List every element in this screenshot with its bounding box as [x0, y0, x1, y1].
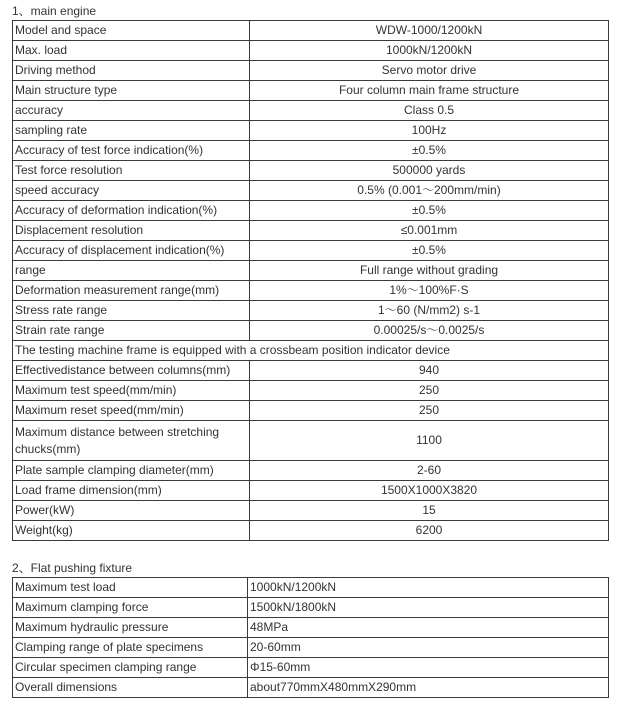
spec-value: ≤0.001mm: [250, 221, 609, 241]
spec-label: Max. load: [13, 41, 250, 61]
spec-value: 1000kN/1200kN: [250, 41, 609, 61]
spec-label: Plate sample clamping diameter(mm): [13, 461, 250, 481]
spec-label: Main structure type: [13, 81, 250, 101]
table-row: [13, 598, 609, 618]
spec-value: 250: [250, 381, 609, 401]
table-row: [13, 638, 609, 658]
table-row: [13, 421, 609, 461]
spec-value: 20-60mm: [248, 638, 609, 658]
table-row: [13, 181, 609, 201]
spec-value: ±0.5%: [250, 201, 609, 221]
spec-value: 1～60 (N/mm2) s-1: [250, 301, 609, 321]
table-row: [13, 281, 609, 301]
spec-value: 940: [250, 361, 609, 381]
spec-label: Clamping range of plate specimens: [13, 638, 248, 658]
spec-value: Class 0.5: [250, 101, 609, 121]
section-2-title: 2、Flat pushing fixture: [12, 561, 133, 575]
spec-value: 6200: [250, 521, 609, 541]
table-row: [13, 261, 609, 281]
table-row: [13, 221, 609, 241]
table-row: [13, 301, 609, 321]
spec-label: Accuracy of test force indication(%): [13, 141, 250, 161]
table-row: [13, 578, 609, 598]
spec-label: accuracy: [13, 101, 250, 121]
spec-value: Full range without grading: [250, 261, 609, 281]
spec-label: Maximum distance between stretching chucks(mm): [13, 421, 250, 461]
spec-label: Maximum hydraulic pressure: [13, 618, 248, 638]
table-row: [13, 401, 609, 421]
spec-label: sampling rate: [13, 121, 250, 141]
spec-value: 48MPa: [248, 618, 609, 638]
flat-pushing-fixture-table: [12, 577, 609, 698]
section-1-title: 1、main engine: [12, 4, 97, 18]
spec-label: Overall dimensions: [13, 678, 248, 698]
spec-label: Test force resolution: [13, 161, 250, 181]
table-row: [13, 481, 609, 501]
spec-value: about770mmX480mmX290mm: [248, 678, 609, 698]
table-row: [13, 678, 609, 698]
table-row-merged: [13, 341, 609, 361]
table-row: [13, 658, 609, 678]
spec-label: Load frame dimension(mm): [13, 481, 250, 501]
spec-value: 0.00025/s～0.0025/s: [250, 321, 609, 341]
table-row: [13, 41, 609, 61]
table-row: [13, 361, 609, 381]
table-row: [13, 61, 609, 81]
table-row: [13, 241, 609, 261]
spec-value: 1000kN/1200kN: [248, 578, 609, 598]
spec-value: 500000 yards: [250, 161, 609, 181]
table-row: [13, 141, 609, 161]
spec-value: 0.5% (0.001～200mm/min): [250, 181, 609, 201]
spec-label: Maximum reset speed(mm/min): [13, 401, 250, 421]
spec-label: Maximum test speed(mm/min): [13, 381, 250, 401]
spec-value: ±0.5%: [250, 241, 609, 261]
table-row: [13, 521, 609, 541]
spec-label: Accuracy of deformation indication(%): [13, 201, 250, 221]
spec-value: Servo motor drive: [250, 61, 609, 81]
spec-value: 1100: [250, 421, 609, 461]
table-row: [13, 201, 609, 221]
spec-label: Maximum clamping force: [13, 598, 248, 618]
spec-value: Four column main frame structure: [250, 81, 609, 101]
spec-value: Φ15-60mm: [248, 658, 609, 678]
table-row: [13, 21, 609, 41]
spec-label: speed accuracy: [13, 181, 250, 201]
spec-value: 100Hz: [250, 121, 609, 141]
table-row: [13, 161, 609, 181]
table-row: [13, 321, 609, 341]
spec-label: Stress rate range: [13, 301, 250, 321]
spec-label: Power(kW): [13, 501, 250, 521]
spec-label: Weight(kg): [13, 521, 250, 541]
spec-value: ±0.5%: [250, 141, 609, 161]
main-engine-spec-table: [12, 20, 609, 541]
spec-label: range: [13, 261, 250, 281]
spec-label: Displacement resolution: [13, 221, 250, 241]
spec-value: WDW-1000/1200kN: [250, 21, 609, 41]
table-row: [13, 618, 609, 638]
spec-value: 1500X1000X3820: [250, 481, 609, 501]
spec-label: Deformation measurement range(mm): [13, 281, 250, 301]
table-row: [13, 501, 609, 521]
table-row: [13, 101, 609, 121]
spec-value: 1500kN/1800kN: [248, 598, 609, 618]
table-row: [13, 121, 609, 141]
spec-label: Driving method: [13, 61, 250, 81]
spec-label: Accuracy of displacement indication(%): [13, 241, 250, 261]
spec-label: Effectivedistance between columns(mm): [13, 361, 250, 381]
spec-value: 2-60: [250, 461, 609, 481]
spec-label: Maximum test load: [13, 578, 248, 598]
table-row: [13, 381, 609, 401]
spec-value: 1%～100%F·S: [250, 281, 609, 301]
spec-value: 15: [250, 501, 609, 521]
table-row: [13, 461, 609, 481]
crossbeam-indicator-note: The testing machine frame is equipped with a crossbeam position indicator device: [13, 341, 609, 361]
spec-label: Strain rate range: [13, 321, 250, 341]
spec-label: Model and space: [13, 21, 250, 41]
spec-value: 250: [250, 401, 609, 421]
spec-label: Circular specimen clamping range: [13, 658, 248, 678]
table-row: [13, 81, 609, 101]
